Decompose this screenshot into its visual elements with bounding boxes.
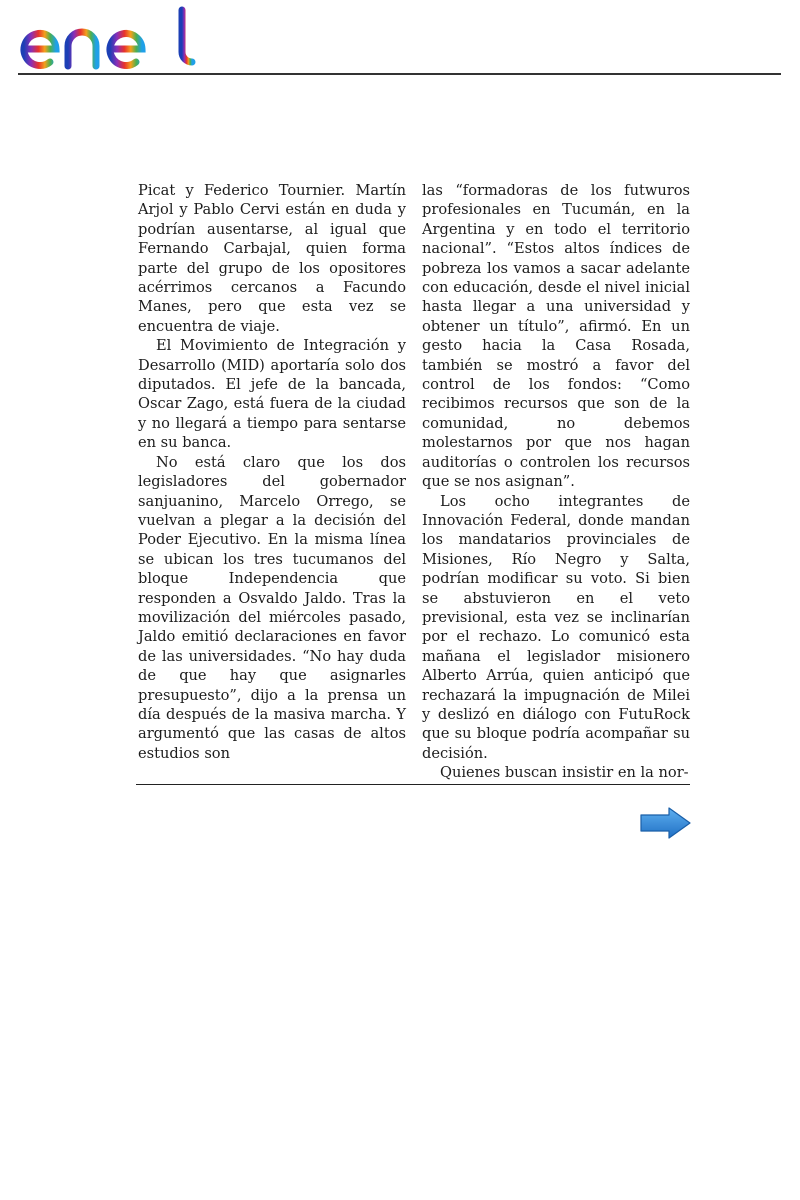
- enel-logo: [16, 4, 196, 72]
- article-column-left: [138, 181, 406, 763]
- paragraph: las “formadoras de los futwuros profesionales en Tucumán, en la Argentina y en todo el territorio nacional”. “Estos altos índices de pobreza los vamos a sacar adelante con educación, desde el nivel inicial hasta llegar a una universidad y obtener un título”, afirmó. En un gesto hacia la Casa Rosada, también se mostró a favor del control de los fondos: “Como recibimos recursos que son de la comunidad, no debemos molestarnos por que nos hagan auditorías o controlen los recursos que se nos asignan”.: [422, 182, 690, 491]
- header-divider: [18, 73, 781, 75]
- paragraph: Los ocho integrantes de Innovación Federal, donde mandan los mandatarios provinciales de Misiones, Río Negro y Salta, podrían modificar su voto. Si bien se abstuvieron en el veto previsional, esta vez se inclinarían por el rechazo. Lo comunicó esta mañana el legislador misionero Alberto Arrúa, quien anticipó que rechazará la impugnación de Milei y deslizó en diálogo con FutuRock que su bloque podría acompañar su decisión.: [422, 492, 690, 762]
- paragraph: Quienes buscan insistir en la nor-: [440, 764, 689, 782]
- paragraph: El Movimiento de Integración y Desarrollo (MID) aportaría solo dos diputados. El jefe de la bancada, Oscar Zago, está fuera de la ciudad y no llegará a tiempo para sentarse en su banca.: [138, 337, 406, 452]
- article-body: [138, 181, 690, 782]
- arrow-right-icon[interactable]: [638, 806, 692, 840]
- article-column-right: [422, 181, 690, 783]
- article-divider: [136, 784, 690, 785]
- paragraph: Picat y Federico Tournier. Martín Arjol y Pablo Cervi están en duda y podrían ausentarse, al igual que Fernando Carbajal, quien forma parte del grupo de los opositores acérrimos cercanos a Facundo Manes, pero que esta vez se encuentra de viaje.: [138, 182, 406, 335]
- paragraph: No está claro que los dos legisladores del gobernador sanjuanino, Marcelo Orrego, se vuelvan a plegar a la decisión del Poder Ejecutivo. En la misma línea se ubican los tres tucumanos del bloque Independencia que responden a Osvaldo Jaldo. Tras la movilización del miércoles pasado, Jaldo emitió declaraciones en favor de las universidades. “No hay duda de que hay que asignarles presupuesto”, dijo a la prensa un día después de la masiva marcha. Y argumentó que las casas de altos estudios son: [138, 453, 406, 762]
